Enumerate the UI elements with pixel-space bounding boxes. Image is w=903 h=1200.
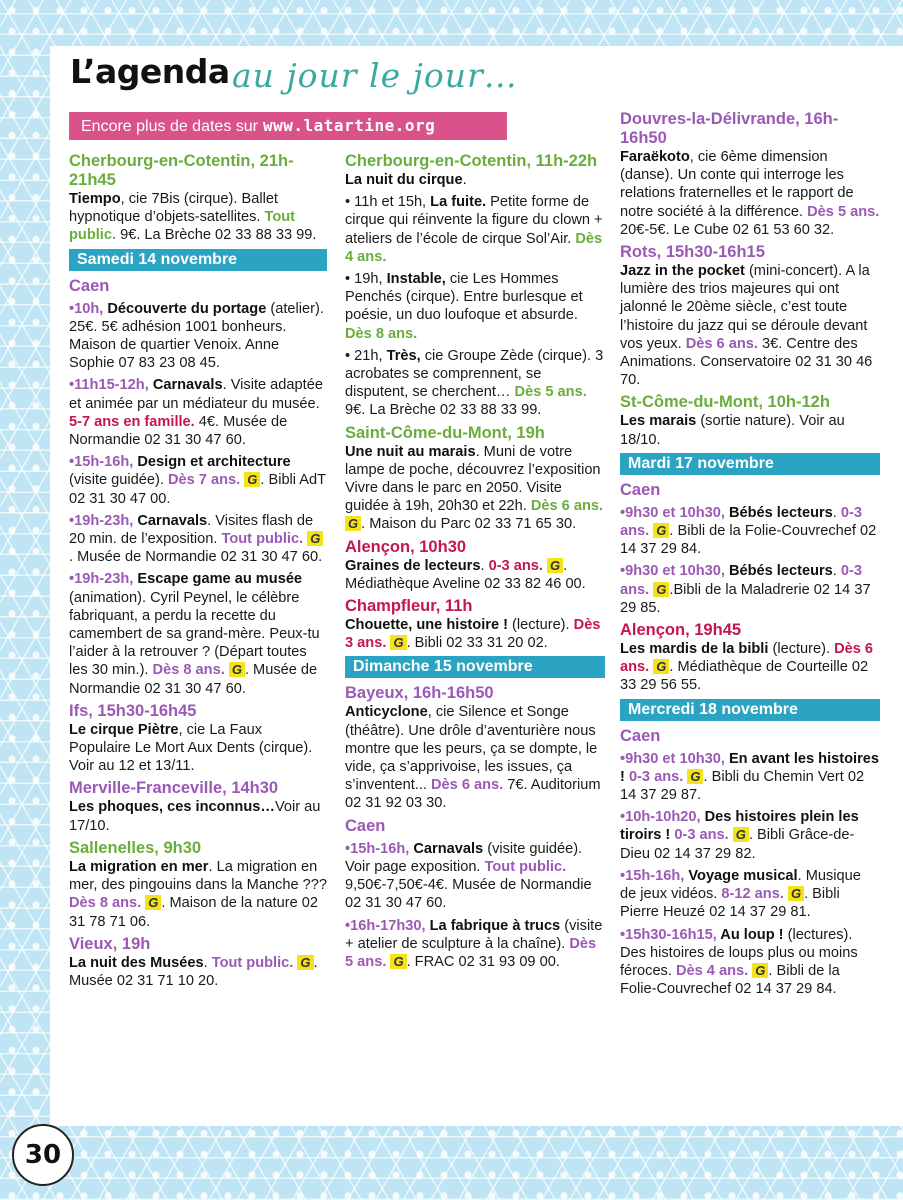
free-badge: G	[788, 886, 804, 901]
age-range: 0-3 ans.	[628, 768, 684, 785]
age-range: Dès 5 ans.	[345, 935, 597, 970]
event-time: •15h-16h,	[69, 454, 138, 471]
event-text: • 21h,	[345, 347, 387, 364]
free-badge: G	[307, 531, 323, 546]
promo-banner	[69, 112, 507, 140]
agenda-event	[69, 779, 327, 834]
event-text: 9€. La Brèche 02 33 88 33 99.	[116, 227, 317, 244]
event-description	[620, 562, 880, 617]
agenda-event	[620, 867, 880, 922]
event-location: Caen	[69, 276, 110, 295]
age-range: Dès 8 ans.	[152, 662, 225, 679]
event-description	[620, 750, 880, 805]
age-range: Dès 5 ans.	[514, 384, 587, 401]
event-text: . La migration en mer, des pingouins dans la Manche ???	[69, 858, 327, 894]
event-time: •15h-16h,	[620, 867, 689, 884]
age-range: 0-3 ans.	[488, 557, 543, 574]
event-text: Voir au 17/10.	[69, 799, 321, 834]
event-text: .Bibli de la Maladrerie 02 14 37 29 85.	[620, 581, 871, 616]
event-title: Les phoques, ces inconnus…	[69, 799, 275, 816]
event-text: .	[462, 172, 467, 188]
event-time: •11h15-12h,	[69, 377, 153, 394]
agenda-event	[620, 750, 880, 805]
event-text: (visite + atelier de sculpture à la chaîne).	[345, 917, 603, 952]
event-title: Design et architecture	[137, 454, 291, 471]
event-location: Caen	[620, 726, 661, 745]
event-description	[69, 512, 327, 567]
event-location: Alençon, 19h45	[620, 621, 742, 640]
free-badge: G	[390, 635, 406, 650]
event-title: La fuite.	[430, 194, 487, 211]
event-description	[620, 926, 880, 999]
agenda-event	[69, 935, 327, 990]
event-description	[69, 954, 327, 990]
age-range: Dès 6 ans.	[685, 335, 758, 352]
age-range: 0-3 ans.	[674, 827, 729, 844]
event-location: Saint-Côme-du-Mont, 19h	[345, 423, 545, 442]
event-description	[69, 376, 327, 449]
agenda-event	[345, 917, 605, 972]
agenda-event	[69, 453, 327, 508]
free-badge: G	[145, 895, 161, 910]
free-badge: G	[345, 516, 361, 531]
age-range: 5-7 ans en famille.	[69, 413, 195, 430]
day-header: Samedi 14 novembre	[69, 249, 327, 271]
event-text: . Muni de votre lampe de poche, découvrez l’exposition Vivre dans le parc en 2050. Visite guidée à 19h, 20h30 et 22h.	[345, 443, 601, 515]
event-description	[69, 858, 327, 931]
agenda-event	[620, 393, 880, 448]
event-location: Cherbourg-en-Cotentin, 11h-22h	[345, 152, 598, 170]
event-title: Instable,	[386, 271, 446, 288]
day-header: Dimanche 15 novembre	[345, 656, 605, 678]
age-range: 8-12 ans.	[721, 886, 784, 903]
agenda-column-3	[620, 108, 880, 1002]
event-location: Douvres-la-Délivrande, 16h-16h50	[620, 110, 839, 147]
event-text: (mini-concert). A la lumière des trios majeures qui ont jalonné le 20ème siècle, c’est toute l’histoire du jazz qui se déroule devant vos yeux.	[620, 263, 870, 352]
agenda-event	[345, 538, 605, 593]
agenda-event	[69, 277, 327, 296]
event-text: . Musée de Normandie 02 31 30 47 60.	[69, 549, 323, 566]
page-title: L’agenda	[70, 52, 230, 91]
age-range: Dès 6 ans.	[530, 498, 604, 515]
agenda-event	[620, 504, 880, 559]
age-range: Dès 6 ans.	[620, 641, 874, 676]
age-range: Tout public.	[484, 858, 567, 875]
event-description	[620, 262, 880, 389]
event-title: Le cirque Piètre	[69, 721, 179, 738]
event-text: .	[203, 954, 212, 971]
event-time: •15h30-16h15,	[620, 926, 721, 943]
agenda-event	[345, 270, 605, 343]
event-title: Faraëkoto	[620, 149, 690, 165]
event-text: . Bibli 02 33 31 20 02.	[406, 635, 548, 652]
event-title: La nuit du cirque	[345, 172, 463, 188]
free-badge: G	[687, 769, 703, 784]
event-title: Escape game au musée	[137, 571, 303, 588]
agenda-event	[620, 808, 880, 863]
age-range: Tout public.	[69, 209, 296, 244]
event-description	[620, 148, 880, 239]
event-time: •19h-23h,	[69, 571, 138, 588]
event-title: La fabrique à trucs	[429, 917, 561, 934]
agenda-event	[69, 570, 327, 697]
free-badge: G	[653, 523, 669, 538]
age-range: Dès 5 ans.	[807, 203, 880, 220]
event-text: . Bibli Pierre Heuzé 02 14 37 29 81.	[620, 886, 840, 921]
event-title: Bébés lecteurs	[728, 563, 833, 580]
event-text: , cie 6ème dimension (danse). Un conte qui interroge les relations fraternelles et le rapport de notre société à la différence.	[620, 149, 854, 220]
event-title: Carnavals	[137, 512, 208, 529]
agenda-event	[620, 481, 880, 500]
free-badge: G	[733, 827, 749, 842]
event-location: Champfleur, 11h	[345, 597, 473, 616]
event-location: Sallenelles, 9h30	[69, 838, 202, 857]
event-title: Graines de lecteurs	[345, 557, 481, 574]
event-text: 3€. Centre des Animations. Conservatoire 02 31 30 46 70.	[620, 335, 873, 389]
event-description	[345, 616, 605, 652]
event-description	[620, 640, 880, 695]
event-text: .	[480, 557, 489, 574]
age-range: Dès 3 ans.	[345, 617, 601, 652]
event-text: . Maison du Parc 02 33 71 65 30.	[361, 516, 577, 533]
event-description	[69, 190, 327, 245]
event-text: . Bibli de la Folie-Couvrechef 02 14 37 29 84.	[620, 962, 840, 998]
event-title: Très,	[386, 347, 421, 364]
event-location: Rots, 15h30-16h15	[620, 243, 765, 262]
event-text: 9,50€-7,50€-4€. Musée de Normandie 02 31 30 47 60.	[345, 877, 592, 912]
event-text: .	[832, 563, 841, 580]
agenda-event	[345, 597, 605, 652]
event-time: •15h-16h,	[345, 840, 414, 857]
event-text: 20€-5€. Le Cube 02 61 53 60 32.	[620, 221, 835, 238]
agenda-event	[345, 684, 605, 812]
event-text: 7€. Auditorium 02 31 92 03 30.	[345, 777, 601, 812]
age-range: Dès 4 ans.	[675, 962, 749, 979]
age-range: Dès 8 ans.	[345, 325, 418, 342]
event-time: •9h30 et 10h30,	[620, 750, 729, 767]
free-badge: G	[752, 963, 768, 978]
agenda-event	[69, 376, 327, 449]
agenda-event	[620, 621, 880, 695]
event-title: Des histoires plein les tiroirs !	[620, 809, 859, 844]
event-location: Bayeux, 16h-16h50	[345, 684, 494, 703]
agenda-event	[345, 424, 605, 534]
age-range: Dès 8 ans.	[69, 895, 142, 912]
event-location: Vieux, 19h	[69, 934, 151, 953]
event-text: . Musique de jeux vidéos.	[620, 867, 861, 903]
event-text: . Bibli de la Folie-Couvrechef 02 14 37 29 84.	[620, 523, 877, 558]
event-text: (atelier). 25€. 5€ adhésion 1001 bonheurs. Maison de quartier Venoix. Anne Sophie 07 83 23 08 45.	[69, 300, 324, 372]
agenda-event	[345, 152, 605, 189]
event-text: (animation). Cyril Peynel, le célèbre fabriquant, a perdu la recette du camembert de sa grand-mère. Peux-tu l’aider à la retrouver ? (Départ toutes les 30 min.).	[69, 589, 320, 679]
event-description	[620, 504, 880, 559]
event-description	[69, 721, 327, 776]
event-description	[69, 798, 327, 834]
event-title: Les mardis de la bibli	[620, 641, 769, 658]
event-text: , cie Silence et Songe (théâtre). Une drôle d’aventurière nous montre que les peurs, ça se dompte, le vide, ça s’apprivoise, les issues, ça s’inventent...	[345, 704, 598, 794]
promo-text: Encore plus de dates sur	[81, 118, 258, 135]
event-time: •19h-23h,	[69, 512, 138, 529]
day-header: Mardi 17 novembre	[620, 453, 880, 475]
event-location: Ifs, 15h30-16h45	[69, 701, 197, 720]
free-badge: G	[653, 582, 669, 597]
event-location: Alençon, 10h30	[345, 537, 467, 556]
event-description	[345, 840, 605, 913]
agenda-event	[69, 300, 327, 373]
event-description	[345, 703, 605, 812]
event-location: Merville-Franceville, 14h30	[69, 779, 279, 798]
event-text: . Visite adaptée et animée par un médiateur du musée.	[69, 377, 323, 412]
event-text: • 19h,	[345, 271, 387, 288]
event-text: (visite guidée). Voir page exposition.	[345, 840, 583, 875]
agenda-column-1	[69, 150, 327, 994]
age-range: Dès 4 ans.	[345, 230, 603, 265]
agenda-event	[345, 193, 605, 266]
event-text: , cie 7Bis (cirque). Ballet hypnotique d’objets-satellites.	[69, 191, 278, 226]
event-description	[345, 270, 605, 343]
agenda-event	[345, 840, 605, 913]
event-text: (lectures). Des histoires de loups plus ou moins féroces.	[620, 926, 858, 979]
event-title: Jazz in the pocket	[620, 263, 745, 280]
event-text: . Musée 02 31 71 10 20.	[69, 954, 318, 989]
event-title: Carnavals	[152, 377, 223, 394]
agenda-event	[620, 926, 880, 999]
event-location: Caen	[345, 816, 386, 835]
agenda-event	[69, 702, 327, 776]
agenda-event	[69, 512, 327, 567]
event-description	[345, 193, 605, 266]
event-text: . Bibli Grâce-de-Dieu 02 14 37 29 82.	[620, 827, 855, 862]
event-time: •9h30 et 10h30,	[620, 504, 729, 521]
event-text: (lecture).	[507, 617, 574, 634]
event-title: En avant les histoires !	[620, 750, 880, 785]
age-range: Tout public.	[221, 531, 304, 548]
event-description	[69, 300, 327, 373]
event-text: (visite guidée).	[69, 472, 168, 489]
event-text: . Bibli du Chemin Vert 02 14 37 29 87.	[620, 768, 865, 804]
event-time: •10h,	[69, 300, 108, 317]
agenda-event	[620, 243, 880, 389]
free-badge: G	[390, 954, 406, 969]
agenda-event	[69, 839, 327, 931]
event-description	[620, 867, 880, 922]
event-description	[345, 557, 605, 593]
age-range: Dès 7 ans.	[167, 472, 241, 489]
age-range: 0-3 ans.	[620, 563, 862, 598]
age-range: Dès 6 ans.	[431, 777, 504, 794]
event-description	[620, 412, 880, 448]
event-title: Au loup !	[720, 926, 784, 943]
agenda-column-2	[345, 150, 605, 975]
event-text: 9€. La Brèche 02 33 88 33 99.	[345, 402, 542, 419]
event-title: La migration en mer	[69, 858, 209, 875]
free-badge: G	[653, 659, 669, 674]
event-description	[620, 808, 880, 863]
event-text: cie Groupe Zède (cirque). 3 acrobates se comprennent, se disputent, se cherchent…	[345, 347, 604, 401]
event-description	[69, 570, 327, 697]
event-text: Petite forme de cirque qui réinvente la figure du clown + ateliers de l’école de cirque Sol’Air.	[345, 194, 603, 247]
event-text: (sortie nature). Voir au 18/10.	[620, 413, 845, 448]
free-badge: G	[229, 662, 245, 677]
event-description	[69, 453, 327, 508]
age-range: 0-3 ans.	[620, 504, 862, 540]
event-text: . Musée de Normandie 02 31 30 47 60.	[69, 662, 318, 697]
event-description	[345, 347, 605, 420]
day-header: Mercredi 18 novembre	[620, 699, 880, 721]
event-location: St-Côme-du-Mont, 10h-12h	[620, 393, 830, 412]
event-description	[345, 171, 605, 189]
event-text: (lecture).	[768, 641, 835, 658]
event-text: 4€. Musée de Normandie 02 31 30 47 60.	[69, 413, 288, 449]
agenda-event	[345, 817, 605, 836]
event-location: Caen	[620, 480, 661, 499]
age-range: Tout public.	[211, 954, 294, 971]
event-title: Découverte du portage	[107, 300, 267, 317]
promo-link[interactable]: www.latartine.org	[263, 116, 436, 135]
event-text: . FRAC 02 31 93 09 00.	[406, 953, 560, 970]
event-text: . Médiathèque de Courteille 02 33 29 56 55.	[620, 659, 869, 694]
agenda-event	[620, 110, 880, 239]
event-title: Carnavals	[413, 840, 484, 857]
event-time: •9h30 et 10h30,	[620, 563, 729, 580]
event-title: Anticyclone	[345, 704, 428, 721]
page-subtitle: au jour le jour…	[232, 56, 518, 95]
agenda-event	[69, 152, 327, 245]
free-badge: G	[297, 955, 313, 970]
event-title: Bébés lecteurs	[728, 504, 833, 521]
event-title: Tiempo	[69, 191, 121, 207]
event-title: Une nuit au marais	[345, 443, 476, 460]
event-time: •16h-17h30,	[345, 917, 430, 934]
event-text: • 11h et 15h,	[345, 194, 431, 211]
event-title: Voyage musical	[688, 867, 798, 884]
event-title: Chouette, une histoire !	[345, 617, 508, 634]
free-badge: G	[547, 558, 563, 573]
agenda-event	[620, 727, 880, 746]
event-text: . Maison de la nature 02 31 78 71 06.	[69, 895, 318, 930]
event-location: Cherbourg-en-Cotentin, 21h-21h45	[69, 152, 294, 189]
event-text: cie Les Hommes Penchés (cirque). Entre burlesque et poésie, un duo loufoque et absurde.	[345, 271, 583, 324]
event-title: La nuit des Musées	[69, 954, 204, 971]
agenda-event	[620, 562, 880, 617]
agenda-event	[345, 347, 605, 420]
free-badge: G	[244, 472, 260, 487]
event-text: .	[832, 504, 841, 521]
event-description	[345, 443, 605, 534]
page-number: 30	[12, 1124, 74, 1186]
event-text: , cie La Faux Populaire Le Mort Aux Dents (cirque). Voir au 12 et 13/11.	[69, 721, 313, 775]
event-text: . Bibli AdT 02 31 30 47 00.	[69, 472, 326, 507]
event-text: . Médiathèque Aveline 02 33 82 46 00.	[345, 557, 586, 592]
event-description	[345, 917, 605, 972]
event-text: . Visites flash de 20 min. de l’exposition.	[69, 512, 314, 548]
event-title: Les marais	[620, 413, 697, 430]
event-time: •10h-10h20,	[620, 809, 705, 826]
